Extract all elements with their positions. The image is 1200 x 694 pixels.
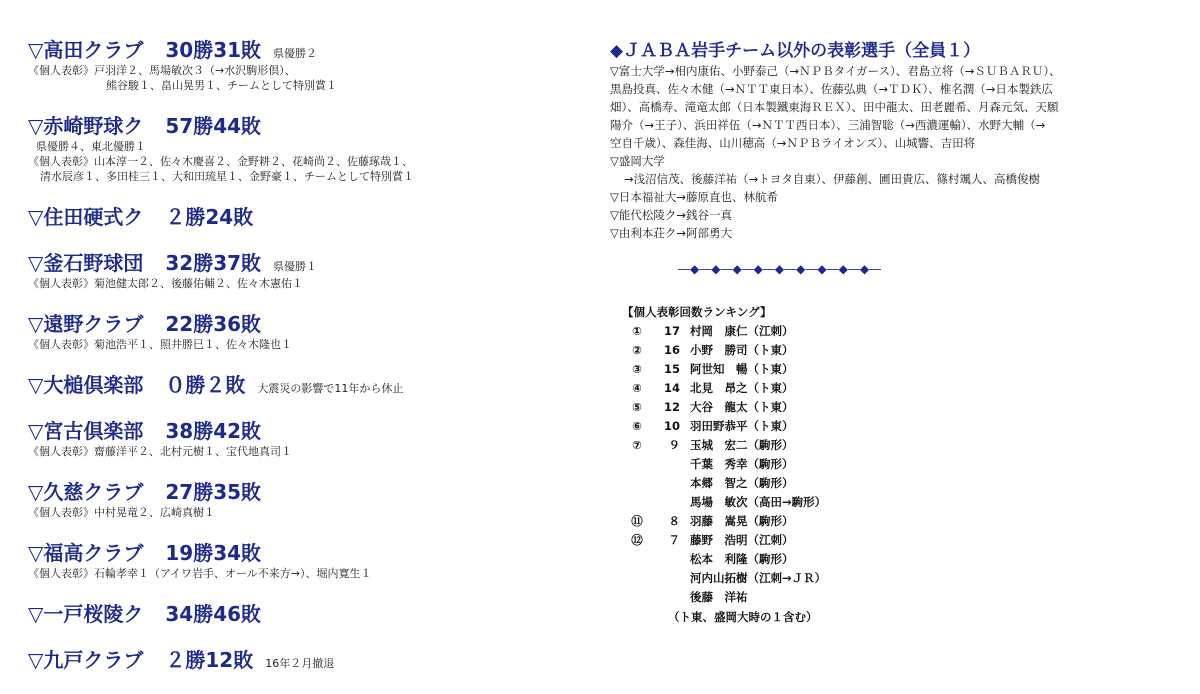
team-detail-line: 《個人表彰》菊池浩平１、照井勝巳１、佐々木隆也１ (28, 338, 292, 351)
jaba-line: ▽盛岡大学 (610, 154, 665, 168)
team-list (28, 34, 588, 690)
ranking-position (622, 569, 652, 588)
team-block (28, 247, 588, 291)
jaba-line: 畑）、高橋寿、滝竜太郎（日本製鐵東海ＲＥＸ）、田中龍太、田老麗希、月森元気、天願 (610, 100, 1059, 114)
team-record: 22勝36敗 (165, 312, 262, 336)
jaba-title: ◆ＪＡＢＡ岩手チーム以外の表彰選手（全員１） (610, 41, 981, 61)
team-detail-line: 《個人表彰》石輪孝幸１（アイワ岩手、オール不来方→）、堀内寛生１ (28, 567, 372, 580)
team-note: 16年２月撤退 (265, 657, 335, 670)
team-header (28, 537, 588, 566)
team-detail-line: 県優勝４、東北優勝１ (36, 140, 146, 153)
ranking-count (652, 550, 690, 569)
ranking-row (622, 417, 922, 436)
ranking-count: 15 (663, 362, 680, 376)
team-name: ▽高田クラブ (28, 38, 144, 62)
ranking-count: ７ (668, 533, 680, 547)
ranking-player: 松本 利隆（駒形） (690, 552, 794, 566)
team-detail-line: 《個人表彰》戸羽洋２、馬場敏次３（→水沢駒形倶）、 (28, 64, 296, 77)
ranking-count: ９ (668, 438, 680, 452)
team-record: 19勝34敗 (165, 541, 262, 565)
jaba-line: →浅沼信茂、後藤洋祐（→トヨタ自東）、伊藤創、圃田貴広、篠村颯人、高橋俊樹 (624, 172, 1041, 186)
ranking-player: 後藤 洋祐 (690, 590, 748, 604)
team-detail-line: 《個人表彰》齋藤洋平２、北村元樹１、宝代地真司１ (28, 445, 292, 458)
jaba-line: 空自千歳）、森佳海、山川穂高（→ＮＰＢライオンズ）、山城響、吉田将 (610, 136, 976, 150)
team-record: ２勝12敗 (165, 648, 254, 672)
team-note: 大震災の影響で11年から休止 (257, 382, 404, 395)
team-header (28, 247, 588, 276)
team-block (28, 201, 588, 230)
ranking-count (652, 474, 690, 493)
ranking-count (652, 455, 690, 474)
ranking-player: 千葉 秀幸（駒形） (690, 457, 794, 471)
team-header (28, 415, 588, 444)
team-name: ▽大槌倶楽部 (28, 373, 144, 397)
team-record: 32勝37敗 (165, 251, 262, 275)
ranking-position: ⑤ (632, 400, 642, 414)
team-detail-line: 清水辰彦１、多田桂三１、大和田琉星１、金野豪１、チームとして特別賞１ (40, 170, 414, 183)
team-record: ０勝２敗 (165, 373, 246, 397)
team-detail-line: 《個人表彰》菊池健太郎２、後藤佑輔２、佐々木憲佑１ (28, 277, 303, 290)
team-note: 県優勝１ (273, 260, 318, 273)
ranking-section (622, 304, 922, 627)
ranking-count: 16 (663, 343, 680, 357)
team-header (28, 201, 588, 230)
ranking-player: 本郷 智之（駒形） (690, 476, 794, 490)
jaba-section (610, 36, 1190, 276)
ranking-player: 村岡 康仁（江刺） (690, 324, 794, 338)
ranking-row (622, 531, 922, 550)
team-block (28, 369, 588, 398)
ranking-row (622, 474, 922, 493)
ranking-row (622, 550, 922, 569)
ranking-position: ⑦ (632, 438, 642, 452)
ranking-row (622, 341, 922, 360)
jaba-line: ▽富士大学→相内康佑、小野泰己（→ＮＰＢタイガース）、君島立将（→ＳＵＢＡＲＵ）、 (610, 64, 1061, 78)
team-header (28, 34, 588, 63)
ranking-row (622, 569, 922, 588)
ranking-position: ① (632, 324, 642, 338)
ranking-player: 小野 勝司（ト東） (690, 343, 794, 357)
team-record: ２勝24敗 (165, 205, 254, 229)
jaba-lines (610, 62, 1190, 242)
ranking-position (622, 493, 652, 512)
ranking-position: ⑥ (632, 419, 642, 433)
team-detail-line: 熊谷駿１、畠山晃男１、チームとして特別賞１ (106, 79, 337, 92)
ranking-row (622, 322, 922, 341)
team-record: 38勝42敗 (165, 419, 262, 443)
team-block (28, 644, 588, 673)
ranking-position (622, 550, 652, 569)
team-name: ▽福高クラブ (28, 541, 144, 565)
ranking-row (622, 379, 922, 398)
ranking-position (622, 474, 652, 493)
ranking-position (622, 455, 652, 474)
team-record: 57勝44敗 (165, 114, 262, 138)
ranking-player: 馬場 敏次（高田→駒形） (690, 495, 827, 509)
team-record: 27勝35敗 (165, 480, 262, 504)
ranking-player: 阿世知 暢（ト東） (690, 362, 794, 376)
team-block (28, 34, 588, 93)
ranking-player: 羽藤 嵩晃（駒形） (690, 514, 794, 528)
ranking-count (652, 493, 690, 512)
team-header (28, 110, 588, 139)
team-header (28, 308, 588, 337)
ranking-count: 14 (663, 381, 680, 395)
team-block (28, 598, 588, 627)
team-record: 34勝46敗 (165, 602, 262, 626)
ranking-footnote: （ト東、盛岡大時の１含む） (668, 610, 818, 624)
team-block (28, 308, 588, 352)
ranking-player: 玉城 宏二（駒形） (690, 438, 794, 452)
ranking-position (622, 588, 652, 607)
ranking-count: 17 (663, 324, 680, 338)
ranking-player: 羽田野恭平（ト東） (690, 419, 794, 433)
ranking-count (652, 569, 690, 588)
ranking-player: 藤野 浩明（江刺） (690, 533, 794, 547)
jaba-line: ▽日本福祉大→藤原直也、林航希 (610, 190, 778, 204)
jaba-line: 黒島投真、佐々木健（→ＮＴＴ東日本）、佐藤弘典（→ＴＤＫ）、椎名潤（→日本製鉄広 (610, 82, 1053, 96)
ranking-row (622, 398, 922, 417)
team-header (28, 644, 588, 673)
ranking-position: ② (632, 343, 642, 357)
team-name: ▽一戸桜陵ク (28, 602, 144, 626)
ranking-row (622, 436, 922, 455)
jaba-line: ▽能代松陵ク→銭谷一真 (610, 208, 732, 222)
jaba-line: ▽由利本荘ク→阿部勇大 (610, 226, 732, 240)
team-name: ▽久慈クラブ (28, 480, 144, 504)
ranking-row (622, 493, 922, 512)
ranking-row (622, 588, 922, 607)
ranking-row (622, 455, 922, 474)
team-block (28, 415, 588, 459)
ranking-player: 河内山拓樹（江刺→ＪＲ） (690, 571, 827, 585)
team-name: ▽宮古倶楽部 (28, 419, 144, 443)
team-block (28, 476, 588, 520)
team-note: 県優勝２ (273, 47, 318, 60)
jaba-line: 陽介（→王子）、浜田祥伍（→ＮＴＴ西日本）、三浦智聡（→西濃運輸）、水野大輔（→ (610, 118, 1046, 132)
team-name: ▽赤崎野球ク (28, 114, 144, 138)
ranking-position: ④ (632, 381, 642, 395)
ranking-count: ８ (668, 514, 680, 528)
ranking-position: ⑪ (631, 514, 643, 528)
team-detail-line: 《個人表彰》山本淳一２、佐々木慶喜２、金野耕２、花崎尚２、佐藤琢哉１、 (28, 155, 413, 168)
team-header (28, 476, 588, 505)
section-divider: ―◆―◆―◆―◆―◆―◆―◆―◆―◆― (678, 262, 882, 276)
ranking-player: 北見 昂之（ト東） (690, 381, 794, 395)
team-detail-line: 《個人表彰》中村晃竜２、広崎真樹１ (28, 506, 215, 519)
ranking-player: 大谷 龍太（ト東） (690, 400, 794, 414)
team-record: 30勝31敗 (165, 38, 262, 62)
ranking-row (622, 360, 922, 379)
ranking-position: ⑫ (631, 533, 643, 547)
team-header (28, 369, 588, 398)
team-name: ▽九戸クラブ (28, 648, 144, 672)
ranking-count: 10 (663, 419, 680, 433)
team-name: ▽住田硬式ク (28, 205, 144, 229)
team-block (28, 110, 588, 184)
ranking-title: 【個人表彰回数ランキング】 (622, 305, 772, 319)
team-header (28, 598, 588, 627)
team-name: ▽釜石野球団 (28, 251, 144, 275)
ranking-rows (622, 322, 922, 607)
ranking-count (652, 588, 690, 607)
ranking-count: 12 (663, 400, 680, 414)
ranking-row (622, 512, 922, 531)
team-block (28, 537, 588, 581)
team-name: ▽遠野クラブ (28, 312, 144, 336)
ranking-position: ③ (632, 362, 642, 376)
